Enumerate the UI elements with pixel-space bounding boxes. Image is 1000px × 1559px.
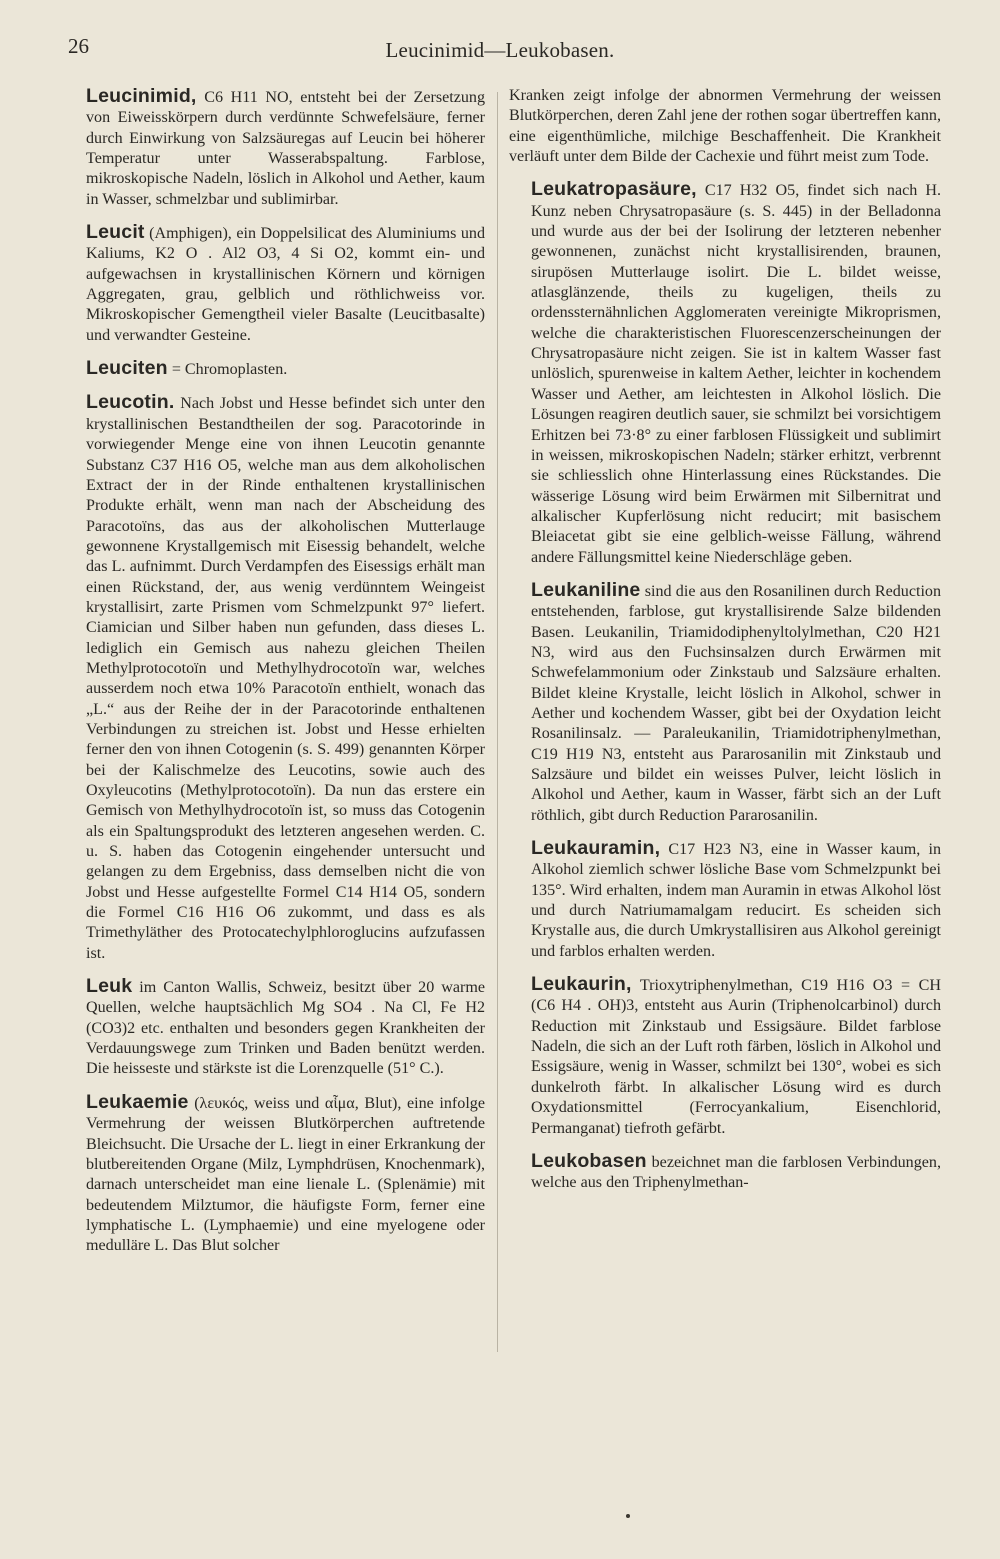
entry-text: C17 H23 N3, eine in Wasser kaum, in Alkohol ziemlich schwer lösliche Base vom Schmelzpunkt bei 135°. Wird erhalten, indem man Auramin in etwas Alkohol löst und durch Natriumamalgam reducirt. Es scheiden sich Krystalle aus, die durch Umkrystallisiren aus Alkohol gereinigt und farblos erhalten werden.	[531, 841, 941, 960]
entry-leucit	[64, 222, 485, 346]
headword: Leukaurin,	[531, 973, 632, 996]
right-column	[509, 86, 941, 1206]
entry-text: = Chromoplasten.	[171, 361, 288, 379]
entry-leucinimid	[64, 86, 485, 210]
headword: Leuk	[86, 975, 133, 998]
running-title: Leucinimid—Leukobasen.	[385, 38, 615, 62]
print-dot-mark	[626, 1514, 630, 1518]
entry-leuk	[64, 976, 485, 1080]
headword: Leukobasen	[531, 1149, 647, 1172]
headword: Leucit	[86, 221, 145, 244]
entry-text: C6 H11 NO, entsteht bei der Zersetzung von Eiweisskörpern durch verdünnte Schwefelsäure, ferner durch Einwirkung von Salzsäuregas auf Leucin bei höherer Temperatur unter Wasserabspaltung. Farblose, mikroskopische Nadeln, löslich in Alkohol und Aether, kaum in Wasser, schmelzbar und sublimirbar.	[86, 89, 485, 208]
entry-text: (Amphigen), ein Doppelsilicat des Aluminiums und Kaliums, K2 O . Al2 O3, 4 Si O2, kommt ein- und aufgewachsen in krystallinischen Körnern und körnigen Aggregaten, grau, gelblich und röthlichweiss vor. Mikroskopischer Gemengtheil vieler Basalte (Leucitbasalte) und verwandter Gesteine.	[86, 225, 485, 344]
entry-leukatropasaeure	[509, 179, 941, 568]
entry-text: C17 H32 O5, findet sich nach H. Kunz neben Chrysatropasäure (s. S. 445) in der Belladonna und wurde aus der bei der Isolirung der letzteren nebenher gewonnenen, zunächst nicht krystallisirenden, braunen, sirupösen Mutterlauge isolirt. Die L. bildet weisse, atlasglänzende, theils zu kugeligen, theils zu ordenssternähnlichen Agglomeraten vereinigte Mikroprismen, welche die charakteristischen Fluorescenzerscheinungen der Chrysatropasäure nicht zeigen. Sie ist in kaltem Wasser fast unlöslich, spurenweise in kaltem Aether, leichter in kochendem Wasser und Aether, am leichtesten in Alkohol löslich. Die Lösungen reagiren deutlich sauer, sie schmilzt bei vorsichtigem Erhitzen bei 73·8° zu einer farblosen Flüssigkeit und sublimirt in weissen, mikroskopischen Nadeln; stärker erhitzt, verbrennt sie schliesslich ohne Hinterlassung eines Rückstandes. Die wässerige Lösung wird beim Erwärmen mit Silbernitrat und alkalischer Kupferlösung nicht reducirt; mit basischem Bleiacetat gibt sie eine gelblich-weisse Fällung, während andere Fällungsmittel keine Niederschläge geben.	[531, 182, 941, 566]
entry-text: im Canton Wallis, Schweiz, besitzt über 20 warme Quellen, welche hauptsächlich Mg SO4 . Na Cl, Fe H2 (CO3)2 etc. enthalten und besonders gegen Krankheiten der Verdauungswege zum Trinken und Baden benützt werden. Die heisseste und stärkste ist die Lorenzquelle (51° C.).	[86, 979, 485, 1078]
headword: Leucinimid,	[86, 85, 197, 107]
entry-text: Trioxytriphenylmethan, C19 H16 O3 = CH (C6 H4 . OH)3, entsteht aus Aurin (Triphenolcarbinol) durch Reduction mit Zinkstaub und Essigsäure. Bildet farblose Nadeln, die sich an der Luft roth färben, löslich in Alkohol und Essigsäure, wenig in Wasser, schmilzt bei 130°, wobei es sich dunkelroth färbt. In alkalischer Lösung wird es durch Oxydationsmittel (Ferrocyankalium, Eisenchlorid, Permanganat) tiefroth gefärbt.	[531, 977, 942, 1137]
headword: Leucotin.	[86, 391, 175, 414]
entry-text: Nach Jobst und Hesse befindet sich unter den krystallinischen Bestandtheilen der sog. Paracotorinde in vorwiegender Menge eine von ihnen Leucotin genannte Substanz C37 H16 O5, welche man aus dem alkoholischen Extract der in der Rinde enthaltenen krystallinischen Produkte erhält, wenn man nach der Abscheidung des Paracotoïns, das aus der alkoholischen Mutterlauge gewonnene Krystallgemisch mit Eisessig behandelt, welche das L. aufnimmt. Durch Verdampfen des Eisessigs erhält man einen Rückstand, der, aus wenig verdünntem Weingeist krystallisirt, zarte Prismen vom Schmelzpunkt 97° liefert. Ciamician und Silber haben nun gefunden, dass dieses L. lediglich ein Gemisch aus nahezu gleichen Theilen Methylprotocotoïn und Methylhydrocotoïn war, welches ausserdem noch etwa 10% Paracotoïn enthielt, wonach das „L.“ aus der Reihe der in der Paracotorinde enthaltenen Verbindungen zu streichen ist. Jobst und Hesse erhielten ferner den von ihnen Cotogenin (s. S. 499) genannten Körper bei der Kalischmelze des Leucotins, sowie auch des Oxyleucotins (Methylprotocotoïn). Da nun das erstere ein Gemisch von Methylhydrocotoïn ist, so muss das Cotogenin als ein Spaltungsprodukt des letzteren angesehen werden. C. u. S. haben das Cotogenin eingehender untersucht und gelangen zu dem Ergebniss, dass demselben nicht die von Jobst und Hesse aufgestellte Formel C14 H14 O5, sondern die Formel C16 H16 O6 zukommt, und dass es als Trimethyläther des Protocatechylphloroglucins aufzufassen ist.	[86, 395, 485, 962]
page-number: 26	[68, 34, 89, 58]
entry-text: (λευκός, weiss und αἷμα, Blut), eine infolge Vermehrung der weissen Blutkörperchen auftretende Bleichsucht. Die Ursache der L. liegt in einer Erkrankung der blutbereitenden Organe (Milz, Lymphdrüsen, Knochenmark), darnach unterscheidet man eine lienale L. (Splenämie) mit bedeutendem Milztumor, die häufigste Form, ferner eine lymphatische L. (Lymphaemie) und eine myelogene oder medulläre L. Das Blut solcher	[86, 1094, 485, 1255]
entry-leukauramin	[509, 838, 941, 962]
headword: Leukauramin,	[531, 837, 661, 860]
entry-leukaniline	[509, 580, 941, 826]
entry-leukaurin	[509, 974, 941, 1139]
entry-leukobasen	[509, 1151, 941, 1194]
entry-leukaemie	[64, 1092, 485, 1257]
entry-text: bezeichnet man die farblosen Verbindungen, welche aus den Triphenylmethan-	[531, 1153, 941, 1192]
headword: Leukaniline	[531, 578, 641, 601]
headword: Leukatropasäure,	[531, 178, 697, 201]
continuation-text: Kranken zeigt infolge der abnormen Vermehrung der weissen Blutkörperchen, deren Zahl jene der rothen sogar übertreffen kann, eine eigenthümliche, milchige Beschaffenheit. Die Krankheit verläuft unter dem Bilde der Cachexie und führt meist zum Tode.	[509, 87, 941, 166]
entry-text: sind die aus den Rosanilinen durch Reduction entstehenden, farblose, gut krystallisirende Salze bildenden Basen. Leukanilin, Triamidodiphenyltolylmethan, C20 H21 N3, wird aus den Fuchsinsalzen durch Erwärmen mit Schwefelammonium oder Zinkstaub und Salzsäure erhalten. Bildet kleine Krystalle, leicht löslich in Alkohol, schwer in Aether und kochendem Wasser, gibt bei der Oxydation leicht Rosanilinsalz. — Paraleukanilin, Triamidotriphenylmethan, C19 H19 N3, entsteht aus Pararosanilin mit Zinkstaub und Salzsäure und bildet ein weisses Pulver, leicht löslich in Alkohol und Aether, kaum in Wasser, färbt sich an der Luft röthlich, gibt durch Reduction Pararosanilin.	[531, 582, 942, 824]
left-column	[64, 86, 485, 1269]
entry-leucotin	[64, 392, 485, 964]
column-rule	[497, 92, 498, 1352]
entry-leuciten	[64, 358, 485, 380]
headword: Leuciten	[86, 357, 168, 380]
entry-continuation	[509, 86, 941, 167]
headword: Leukaemie	[86, 1090, 189, 1113]
